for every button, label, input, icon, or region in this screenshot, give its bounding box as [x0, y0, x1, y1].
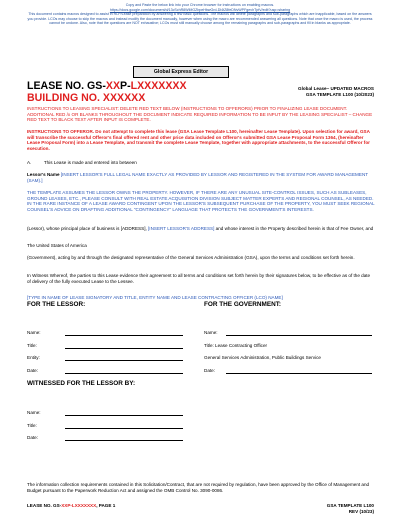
lessor-title-line — [65, 348, 183, 349]
template-header — [264, 86, 374, 97]
lease-prefix: LEASE NO. GS- — [27, 80, 106, 92]
witness-title-line — [65, 428, 183, 429]
government-title-field — [204, 343, 374, 350]
government-name-line — [226, 335, 372, 336]
witness-name-line — [65, 415, 183, 416]
lessor-entity-line — [65, 360, 183, 361]
witnessed-heading: WITNESSED FOR THE LESSOR BY: — [27, 380, 136, 387]
footer-prefix: LEASE NO. GS- — [27, 503, 62, 508]
lessor-name-label: Name: — [27, 330, 41, 335]
witness-name-field[interactable] — [27, 410, 187, 417]
witness-title-field[interactable] — [27, 423, 187, 430]
lease-number-title — [27, 81, 187, 93]
government-agency-label: General Services Administration, Public Buildings Service — [204, 355, 321, 360]
government-date-field[interactable] — [204, 368, 374, 375]
for-the-government-heading: FOR THE GOVERNMENT: — [204, 301, 282, 308]
footer-template — [327, 503, 374, 514]
government-name-label: Name: — [204, 330, 218, 335]
section-a-text: This Lease is made and entered into between — [43, 160, 137, 165]
lease-region-code: XX — [105, 80, 121, 92]
footer-lease-number — [27, 503, 115, 508]
instructions-link[interactable]: https://docs.google.com/document/d/13cSchR8WiMGZbpeHbwGrd-Dl4tZ8feDNvWPFgevhTptV/edit?usp=sharing — [109, 7, 291, 12]
for-the-lessor-heading: FOR THE LESSOR: — [27, 301, 86, 308]
lessor-address-placeholder: [INSERT LESSOR'S ADDRESS] — [148, 226, 215, 231]
government-paragraph: (Government), acting by and through the designated representative of the General Services Administration (GSA), upon the terms and conditions set forth herein. — [27, 255, 355, 260]
government-title-label: Title: Lease Contracting Officer — [204, 343, 268, 348]
banner-line-1: Copy and Paste the below link into your Chrome browser for instructions on enabling macros. — [125, 3, 275, 7]
lessors-name-label: Lessor's Name — [27, 172, 60, 177]
lessor-date-label: Date: — [27, 368, 38, 373]
government-date-label: Date: — [204, 368, 215, 373]
section-a — [27, 160, 375, 166]
signatory-instructions: [TYPE IN NAME OF LEASE SIGNATORY AND TITLE, ENTITY NAME AND LEASE CONTRACTING OFFICER (LCO) NAME] — [27, 295, 283, 300]
template-header-line-1: Global Lease– UPDATED MACROS — [298, 86, 374, 91]
lessor-address-paragraph — [27, 226, 375, 232]
lessor-address-post: and whose interest in the Property described herein is that of Fee Owner, and — [214, 226, 374, 231]
global-express-editor-button[interactable]: Global Express Editor — [133, 66, 229, 78]
government-agency-line — [204, 355, 374, 362]
government-date-line — [226, 373, 372, 374]
lessors-name-paragraph — [27, 172, 375, 183]
lease-mid: P- — [120, 80, 131, 92]
lessor-date-line — [65, 373, 183, 374]
footer-template-name: GSA TEMPLATE L100 — [326, 503, 374, 508]
lessor-entity-label: Entity: — [27, 355, 40, 360]
template-header-line-2: GSA TEMPLATE L100 (10/2023) — [305, 91, 374, 97]
lessors-name-placeholder: [INSERT LESSOR'S FULL LEGAL NAME EXACTLY AS PROVIDED BY LESSOR AND REGISTERED IN THE SYSTEM FOR AWARD MANAGEMENT (SAM).] — [27, 172, 368, 183]
banner-macro-note: This document contains macros designed to assist in RLP/Lease preparation by answering a few basic questions. The macros will delete paragraphs and sub-paragraphs which are inapplicable, based on the answers you provide. LCOs may choose to skip the macros and instead modify the document manually, however when using the macro are recommended answering all questions. Note that once the macro is used, the process cannot be undone. Also, note that the questions are NOT exhaustive; LCOs must still manually choose among the remaining paragraphs and sub-paragraphs and fill in blanks as appropriate. — [27, 12, 373, 26]
united-states-line: The United States of America — [27, 243, 87, 248]
lessor-name-field[interactable] — [27, 330, 187, 337]
omb-paperwork-notice: The information collection requirements contained in this Solicitation/Contract, that are not required by regulation, have been approved by the Office of Management and Budget pursuant to the Paperwork Reduction Act and assigned the OMB Control No. 3090-0086. — [27, 482, 370, 493]
in-witness-paragraph: In Witness Whereof, the parties to this Lease evidence their agreement to all terms and conditions set forth herein by their signatures below, to be effective as of the date of delivery of the fully executed Lease to the Lessee. — [27, 273, 371, 284]
footer-template-rev: REV (10/23) — [348, 508, 374, 514]
building-number-title: BUILDING NO. XXXXXX — [27, 92, 146, 104]
witness-title-label: Title: — [27, 423, 37, 428]
government-name-field[interactable] — [204, 330, 374, 337]
witness-name-label: Name: — [27, 410, 41, 415]
lessor-entity-field[interactable] — [27, 355, 187, 362]
footer-lease-code: XXP-LXXXXXXX — [61, 503, 97, 508]
lessor-date-field[interactable] — [27, 368, 187, 375]
lessor-title-label: Title: — [27, 343, 37, 348]
witness-date-label: Date: — [27, 435, 38, 440]
section-a-label: A. — [27, 160, 32, 165]
instructions-to-offeror: INSTRUCTIONS TO OFFEROR. Do not attempt to complete this lease (GSA Lease Template L100, hereinafter Lease Template). Upon selection for award, GSA will transcribe the successful Offeror's final offered rent and other price data included on Offeror's submitted GSA Lease Proposal Form 1364, (hereinafter Lease Proposal Form) into a Lease Template, and transmit the complete Lease Template, together with appropriate attachments, to the successful Offeror for execution. — [27, 129, 370, 151]
lease-number-code: LXXXXXXX — [130, 80, 187, 92]
template-ownership-note: THE TEMPLATE ASSUMES THE LESSOR OWNS THE PROPERTY. HOWEVER, IF THERE ARE ANY UNUSUAL SITE-CONTROL ISSUES, SUCH AS SUBLEASES, GROUND LEASES, ETC., PLEASE CONSULT WITH REAL ESTATE ACQUISITION DIVISION SUBJECT MATTER EXPERTS AND REGIONAL COUNSEL, AS NEEDED. IN THE RARE INSTANCE OF A LEASE AWARD CONTINGENT UPON THE LESSOR'S SUBSEQUENT PURCHASE OF THE PROPERTY, YOU MUST SEEK REGIONAL COUNSEL'S ADVICE ON DRAFTING ADDITIONAL "CONTINGENCY" LANGUAGE THAT PROTECTS THE GOVERNMENT'S INTERESTS. — [27, 190, 375, 212]
instructions-to-leasing-specialist: INSTRUCTIONS TO LEASING SPECIALIST: DELETE RED TEXT BELOW (INSTRUCTIONS TO OFFERORS) PRIOR TO FINALIZING LEASE DOCUMENT. ADDITIONAL RED /x OR BLANKS THROUGHOUT THE DOCUMENT INDICATE REQUIRED INFORMATION TO BE INPUT BY THE LEASING SPECIALIST – CHANGE RED TEXT TO BLACK TEXT AFTER INPUT IS COMPLETE. — [27, 106, 373, 123]
witness-date-field[interactable] — [27, 435, 187, 442]
lessor-title-field[interactable] — [27, 343, 187, 350]
lessor-name-line — [65, 335, 183, 336]
witness-date-line — [65, 440, 183, 441]
footer-page: , PAGE 1 — [96, 503, 116, 508]
macro-banner — [25, 3, 375, 26]
lessor-address-pre: (Lessor), whose principal place of business is [ADDRESS], — [27, 226, 149, 231]
